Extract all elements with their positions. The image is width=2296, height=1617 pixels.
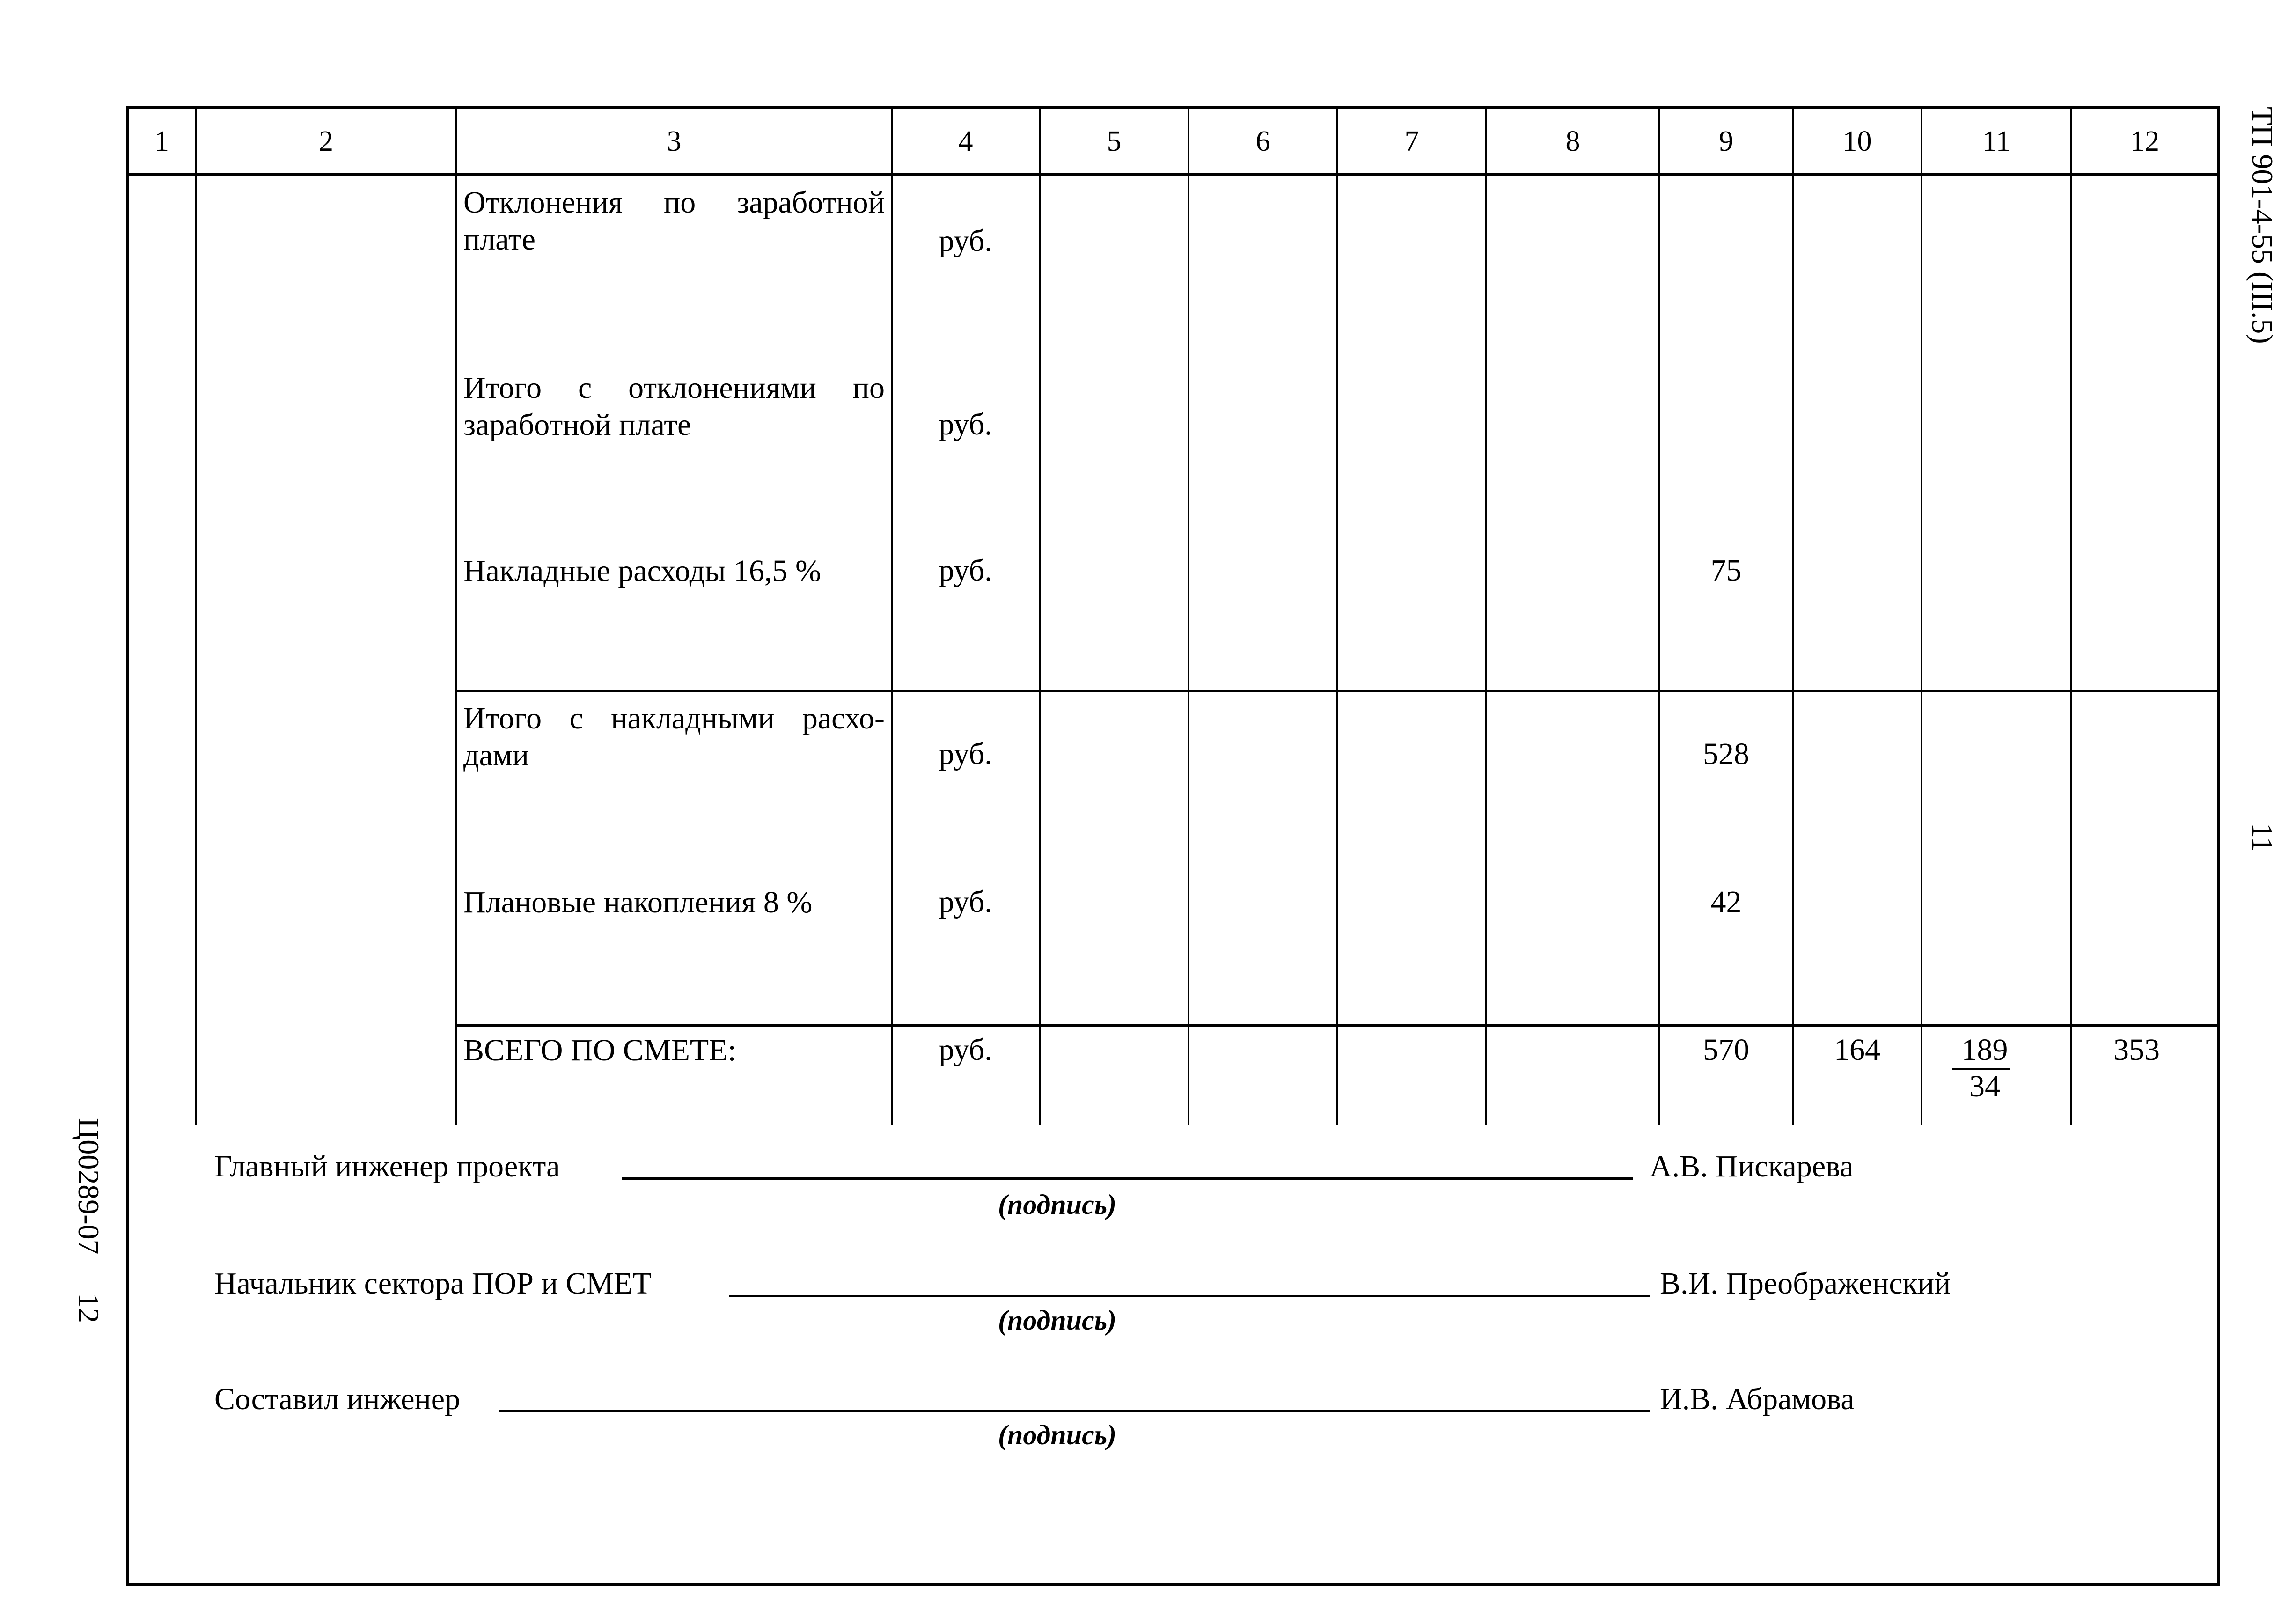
column-header-5: 5 bbox=[1107, 125, 1122, 157]
column-header-10: 10 bbox=[1842, 125, 1872, 157]
signature-role-compiler: Составил инженер bbox=[214, 1382, 461, 1416]
row-value-col9: 42 bbox=[1710, 885, 1742, 919]
column-header-7: 7 bbox=[1404, 125, 1419, 157]
row-unit: руб. bbox=[939, 737, 992, 771]
row-value-col9: 528 bbox=[1703, 737, 1749, 771]
document-code-left: Ц00289-07 bbox=[72, 1118, 105, 1255]
frame-right bbox=[2217, 106, 2220, 1586]
total-value-col10: 164 bbox=[1834, 1033, 1880, 1067]
column-header-2: 2 bbox=[319, 125, 333, 157]
col-divider-5-6 bbox=[1188, 106, 1189, 1125]
row-description: Плановые накопления 8 % bbox=[463, 885, 813, 919]
column-header-4: 4 bbox=[958, 125, 973, 157]
col-divider-6-7 bbox=[1336, 106, 1338, 1125]
col-divider-1-2 bbox=[195, 106, 197, 1125]
signature-name-chief-engineer: А.В. Пискарева bbox=[1650, 1149, 1854, 1183]
col-divider-11-12 bbox=[2070, 106, 2072, 1125]
signature-hint: (подпись) bbox=[998, 1189, 1117, 1220]
signature-role-sector-head: Начальник сектора ПОР и СМЕТ bbox=[214, 1266, 652, 1301]
row-description: Итого с накладными расхо-дами bbox=[463, 701, 885, 772]
column-header-12: 12 bbox=[2130, 125, 2159, 157]
signature-role-chief-engineer: Главный инженер проекта bbox=[214, 1149, 560, 1183]
column-header-6: 6 bbox=[1255, 125, 1270, 157]
row-separator-2 bbox=[455, 1024, 2220, 1027]
row-unit: руб. bbox=[939, 224, 992, 258]
frame-left bbox=[126, 106, 129, 1586]
column-header-11: 11 bbox=[1982, 125, 2010, 157]
row-description: Накладные расходы 16,5 % bbox=[463, 554, 821, 588]
row-separator-1 bbox=[455, 690, 2220, 692]
column-header-9: 9 bbox=[1719, 125, 1733, 157]
signature-hint: (подпись) bbox=[998, 1305, 1117, 1336]
page-number-left: 12 bbox=[72, 1293, 105, 1323]
row-description: Отклонения по заработной плате bbox=[463, 185, 885, 257]
total-value-col11-denominator: 34 bbox=[1969, 1069, 2000, 1103]
total-row-description: ВСЕГО ПО СМЕТЕ: bbox=[463, 1033, 736, 1067]
signature-line-compiler bbox=[499, 1410, 1650, 1412]
document-code-right: ТП 901-4-55 (III.5) bbox=[2246, 107, 2279, 344]
signature-name-sector-head: В.И. Преображенский bbox=[1660, 1266, 1951, 1301]
col-divider-10-11 bbox=[1921, 106, 1922, 1125]
col-divider-8-9 bbox=[1658, 106, 1660, 1125]
total-value-col9: 570 bbox=[1703, 1033, 1749, 1067]
total-row-unit: руб. bbox=[939, 1033, 992, 1067]
signature-name-compiler: И.В. Абрамова bbox=[1660, 1382, 1855, 1416]
column-header-3: 3 bbox=[667, 125, 682, 157]
row-value-col9: 75 bbox=[1710, 553, 1742, 588]
row-unit: руб. bbox=[939, 553, 992, 588]
column-header-1: 1 bbox=[154, 125, 169, 157]
column-header-8: 8 bbox=[1565, 125, 1580, 157]
row-description: Итого с отклонениями по заработной плате bbox=[463, 371, 885, 442]
total-value-col12: 353 bbox=[2113, 1033, 2160, 1067]
signature-line-chief-engineer bbox=[622, 1177, 1633, 1180]
col-divider-9-10 bbox=[1792, 106, 1794, 1125]
page-number-right: 11 bbox=[2246, 823, 2279, 852]
row-unit: руб. bbox=[939, 885, 992, 919]
col-divider-2-3 bbox=[455, 106, 457, 1125]
total-value-col11-numerator: 189 bbox=[1961, 1033, 2008, 1067]
row-unit: руб. bbox=[939, 407, 992, 441]
signature-line-sector-head bbox=[729, 1295, 1650, 1297]
signature-hint: (подпись) bbox=[998, 1419, 1117, 1450]
col-divider-7-8 bbox=[1485, 106, 1487, 1125]
frame-bottom bbox=[126, 1583, 2220, 1586]
